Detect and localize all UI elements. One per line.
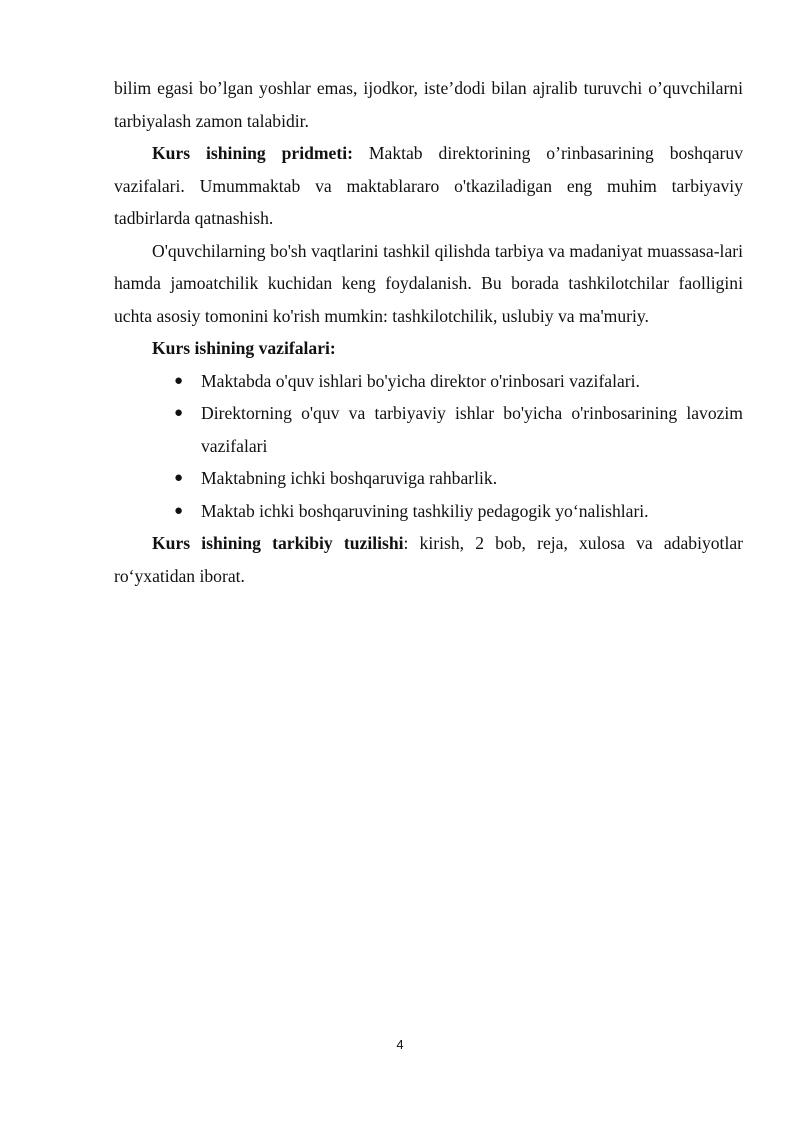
list-item-text: Maktabda o'quv ishlari bo'yicha direktor o'rinbosari vazifalari. [201, 370, 640, 391]
subject-text: Maktab direktorining o’rinbasarining boshqaruv vazifalari. Umummaktab va maktablararo o'tkaziladigan eng muhim tarbiyaviy tadbirlarda qatnashish. [114, 143, 743, 228]
list-item [174, 495, 743, 528]
page-number: 4 [396, 1037, 404, 1052]
bullet-dot-icon: ● [174, 372, 184, 389]
intro-paragraph: bilim egasi bo’lgan yoshlar emas, ijodkor, iste’dodi bilan ajralib turuvchi o’quvchilarni tarbiyalash zamon talabidir. [114, 78, 743, 131]
tasks-heading: Kurs ishining vazifalari: [152, 338, 336, 358]
leisure-paragraph: O'quvchilarning bo'sh vaqtlarini tashkil qilishda tarbiya va madaniyat muassasa-lari hamda jamoatchilik kuchidan keng foydalanish. Bu borada tashkilotchilar faolligini uchta asosiy tomonini ko'rish mumkin: tashkilotchilik, uslubiy va ma'muriy. [114, 240, 743, 326]
subject-paragraph [114, 137, 743, 235]
structure-text: : kirish, 2 bob, reja, xulosa va adabiyotlar ro‘yxatidan iborat. [114, 533, 743, 586]
list-item-text: Direktorning o'quv va tarbiyaviy ishlar bo'yicha o'rinbosarining lavozim vazifalari [201, 403, 743, 456]
structure-paragraph [114, 527, 743, 592]
bullet-dot-icon: ● [174, 470, 184, 486]
tasks-list [114, 365, 743, 528]
list-item-text: Maktabning ichki boshqaruviga rahbarlik. [201, 468, 498, 488]
bullet-dot-icon: ● [174, 405, 184, 421]
bullet-dot-icon: ● [174, 502, 184, 519]
structure-label: Kurs ishining tarkibiy tuzilishi [152, 533, 404, 553]
subject-label: Kurs ishining pridmeti: [152, 143, 353, 163]
list-item [174, 397, 743, 462]
list-item [174, 365, 743, 398]
list-item [174, 462, 743, 495]
list-item-text: Maktab ichki boshqaruvining tashkiliy pedagogik yo‘nalishlari. [201, 500, 649, 521]
page-body [114, 72, 743, 592]
